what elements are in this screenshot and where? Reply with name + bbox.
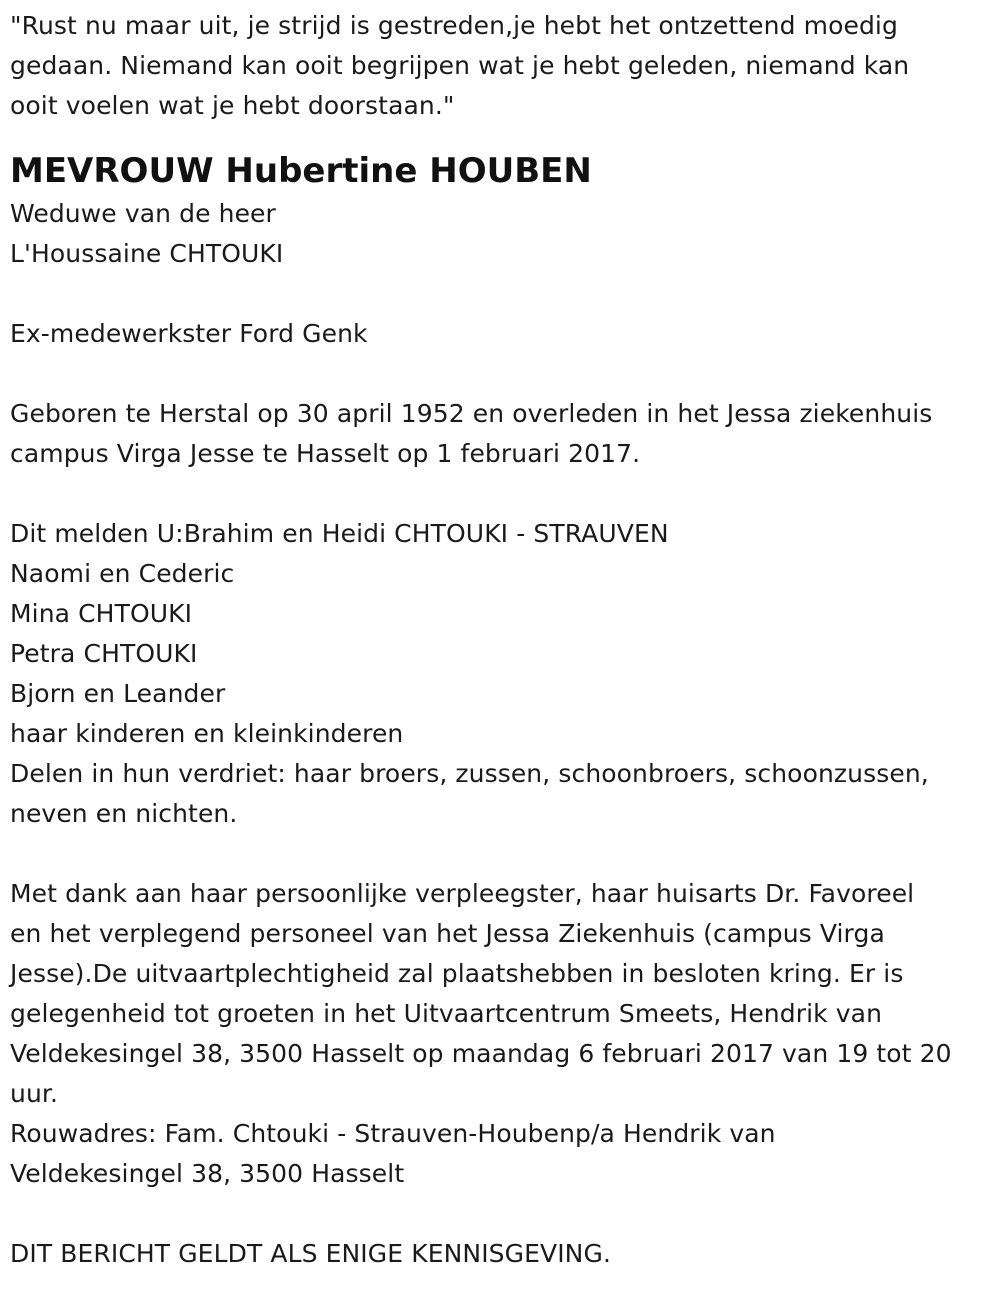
family-line: Dit melden U:Brahim en Heidi CHTOUKI - STRAUVEN	[10, 519, 669, 548]
family-line: Bjorn en Leander	[10, 679, 226, 708]
obituary-document	[10, 6, 990, 1274]
quote-line: gedaan. Niemand kan ooit begrijpen wat je hebt geleden, niemand kan	[10, 51, 910, 80]
family-block	[10, 514, 990, 834]
thanks-line: Veldekesingel 38, 3500 Hasselt op maandag 6 februari 2017 van 19 tot 20	[10, 1039, 952, 1068]
spacer	[10, 474, 990, 514]
quote-block	[10, 6, 990, 126]
birth-death-line: campus Virga Jesse te Hasselt op 1 februari 2017.	[10, 439, 641, 468]
family-line: neven en nichten.	[10, 799, 238, 828]
thanks-line: Jesse).De uitvaartplechtigheid zal plaatshebben in besloten kring. Er is	[10, 959, 904, 988]
spacer	[10, 1194, 990, 1234]
thanks-line: gelegenheid tot groeten in het Uitvaartcentrum Smeets, Hendrik van	[10, 999, 883, 1028]
quote-line: "Rust nu maar uit, je strijd is gestreden,je hebt het ontzettend moedig	[10, 11, 898, 40]
spouse-block	[10, 194, 990, 274]
birth-death-block	[10, 394, 990, 474]
thanks-line: Veldekesingel 38, 3500 Hasselt	[10, 1159, 405, 1188]
thanks-line: uur.	[10, 1079, 59, 1108]
family-line: haar kinderen en kleinkinderen	[10, 719, 404, 748]
spacer	[10, 354, 990, 394]
thanks-block	[10, 874, 990, 1194]
thanks-line: en het verplegend personeel van het Jessa Ziekenhuis (campus Virga	[10, 919, 885, 948]
birth-death-line: Geboren te Herstal op 30 april 1952 en overleden in het Jessa ziekenhuis	[10, 399, 933, 428]
thanks-line: Rouwadres: Fam. Chtouki - Strauven-Houbenp/a Hendrik van	[10, 1119, 776, 1148]
quote-line: ooit voelen wat je hebt doorstaan."	[10, 91, 455, 120]
family-line: Petra CHTOUKI	[10, 639, 198, 668]
spouse-line: L'Houssaine CHTOUKI	[10, 239, 284, 268]
occupation: Ex-medewerkster Ford Genk	[10, 319, 368, 348]
family-line: Delen in hun verdriet: haar broers, zussen, schoonbroers, schoonzussen,	[10, 759, 929, 788]
notice: DIT BERICHT GELDT ALS ENIGE KENNISGEVING.	[10, 1239, 611, 1268]
family-line: Mina CHTOUKI	[10, 599, 193, 628]
deceased-name: MEVROUW Hubertine HOUBEN	[10, 151, 592, 191]
spacer	[10, 834, 990, 874]
thanks-line: Met dank aan haar persoonlijke verpleegster, haar huisarts Dr. Favoreel	[10, 879, 915, 908]
family-line: Naomi en Cederic	[10, 559, 235, 588]
spacer	[10, 274, 990, 314]
spouse-line: Weduwe van de heer	[10, 199, 276, 228]
